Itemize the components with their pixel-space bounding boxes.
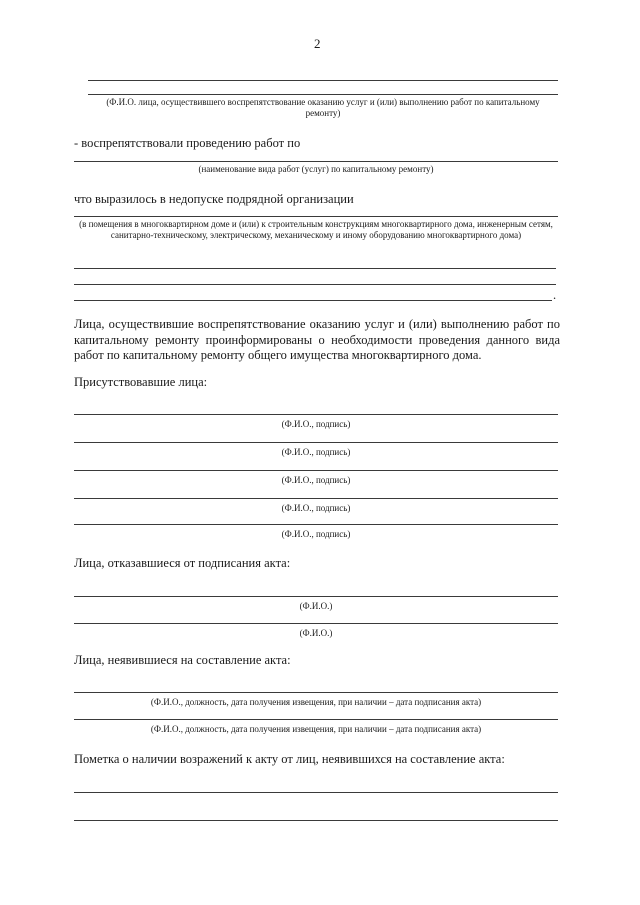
fill-line xyxy=(74,216,558,217)
expressed-text: что выразилось в недопуске подрядной организации xyxy=(74,192,354,206)
fill-line xyxy=(74,820,558,821)
page-number: 2 xyxy=(314,36,321,51)
fill-line xyxy=(74,792,558,793)
fill-line xyxy=(74,284,556,285)
absent-caption: (Ф.И.О., должность, дата получения извещения, при наличии – дата подписания акта) xyxy=(150,697,482,707)
fill-line xyxy=(88,94,558,95)
obstructed-text: - воспрепятствовали проведению работ по xyxy=(74,136,301,150)
refused-caption: (Ф.И.О.) xyxy=(299,628,333,638)
present-caption: (Ф.И.О., подпись) xyxy=(281,419,351,429)
fill-line xyxy=(74,300,552,301)
present-caption: (Ф.И.О., подпись) xyxy=(281,447,351,457)
fill-line xyxy=(74,470,558,471)
caption-premises: (в помещения в многоквартирном доме и (или) к строительным конструкциям многоквартирного дома, инженерным сетям, санитарно-техническому, электрическому, механическому и иному оборудованию многоквартирного дома) xyxy=(79,219,553,240)
fill-line xyxy=(74,268,556,269)
fill-line xyxy=(74,414,558,415)
fill-line xyxy=(74,161,558,162)
caption-fio-obstructor: (Ф.И.О. лица, осуществившего воспрепятствование оказанию услуг и (или) выполнению работ по капитальному ремонту) xyxy=(106,97,540,118)
absent-heading: Лица, неявившиеся на составление акта: xyxy=(74,653,291,667)
fill-line xyxy=(74,623,558,624)
present-caption: (Ф.И.О., подпись) xyxy=(281,529,351,539)
present-caption: (Ф.И.О., подпись) xyxy=(281,475,351,485)
fill-line xyxy=(74,596,558,597)
fill-line xyxy=(74,498,558,499)
fill-line xyxy=(74,719,558,720)
refused-caption: (Ф.И.О.) xyxy=(299,601,333,611)
absent-caption: (Ф.И.О., должность, дата получения извещения, при наличии – дата подписания акта) xyxy=(150,724,482,734)
objections-heading: Пометка о наличии возражений к акту от лиц, неявившихся на составление акта: xyxy=(74,752,505,766)
fill-line xyxy=(74,692,558,693)
informed-paragraph: Лица, осуществившие воспрепятствование оказанию услуг и (или) выполнению работ по капитальному ремонту проинформированы о необходимости проведения данного вида работ по капитальному ремонту общего имущества многоквартирного дома. xyxy=(74,317,560,362)
refused-heading: Лица, отказавшиеся от подписания акта: xyxy=(74,556,291,570)
fill-line xyxy=(88,80,558,81)
present-caption: (Ф.И.О., подпись) xyxy=(281,503,351,513)
fill-line xyxy=(74,442,558,443)
caption-work-type: (наименование вида работ (услуг) по капитальному ремонту) xyxy=(198,164,434,174)
present-heading: Присутствовавшие лица: xyxy=(74,375,208,389)
period-mark: . xyxy=(553,288,557,302)
fill-line xyxy=(74,524,558,525)
